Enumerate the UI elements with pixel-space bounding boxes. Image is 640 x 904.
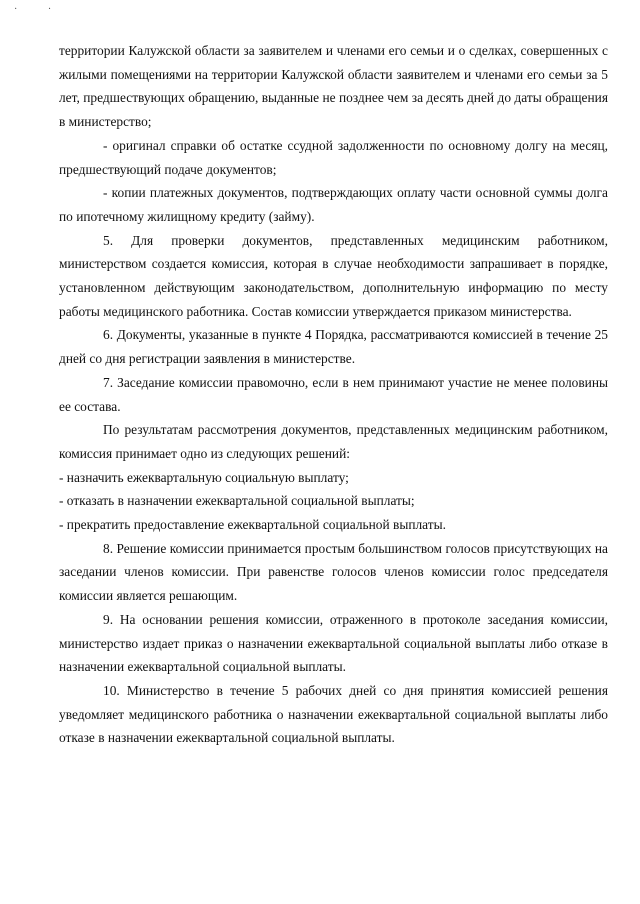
clause-9: 9. На основании решения комиссии, отраженного в протоколе заседания комиссии, министерство издает приказ о назначении ежеквартальной социальной выплаты либо отказе в назначении ежеквартальной социальной выплаты. bbox=[59, 611, 608, 675]
list-item-payment-copies: - копии платежных документов, подтверждающих оплату части основной суммы долга по ипотечному жилищному кредиту (займу). bbox=[59, 185, 608, 224]
clause-10: 10. Министерство в течение 5 рабочих дней со дня принятия комиссией решения уведомляет медицинского работника о назначении ежеквартальной социальной выплаты либо отказе в назначении ежеквартальной социальной выплаты. bbox=[59, 682, 608, 746]
paragraph-commission-decisions: По результатам рассмотрения документов, представленных медицинским работником, комиссия принимает одно из следующих решений: bbox=[59, 422, 608, 461]
decision-item-refuse: - отказать в назначении ежеквартальной социальной выплаты; bbox=[59, 493, 415, 509]
paragraph-property-info: территории Калужской области за заявителем и членами его семьи и о сделках, совершенных с жилыми помещениями на территории Калужской области заявителем и членами его семьи за 5 лет, предшествующих обращению, выданные не позднее чем за десять дней до даты обращения в министерство; bbox=[59, 43, 608, 130]
document-page bbox=[59, 39, 608, 750]
decision-item-assign: - назначить ежеквартальную социальную выплату; bbox=[59, 469, 349, 485]
list-item-loan-balance: - оригинал справки об остатке ссудной задолженности по основному долгу на месяц, предшествующий подаче документов; bbox=[59, 137, 608, 177]
clause-6: 6. Документы, указанные в пункте 4 Порядка, рассматриваются комиссией в течение 25 дней со дня регистрации заявления в министерстве. bbox=[59, 327, 608, 367]
decision-item-terminate: - прекратить предоставление ежеквартальной социальной выплаты. bbox=[59, 517, 446, 533]
clause-5: 5. Для проверки документов, представленных медицинским работником, министерством создается комиссия, которая в случае необходимости запрашивает в порядке, установленном действующим законодательством, дополнительную информацию по месту работы медицинского работника. Состав комиссии утверждается приказом министерства. bbox=[59, 232, 608, 319]
scan-marks: · · bbox=[14, 4, 66, 15]
clause-8: 8. Решение комиссии принимается простым большинством голосов присутствующих на заседании членов комиссии. При равенстве голосов членов комиссии голос председателя комиссии является решающим. bbox=[59, 540, 608, 604]
clause-7: 7. Заседание комиссии правомочно, если в нем принимают участие не менее половины ее состава. bbox=[59, 374, 608, 414]
